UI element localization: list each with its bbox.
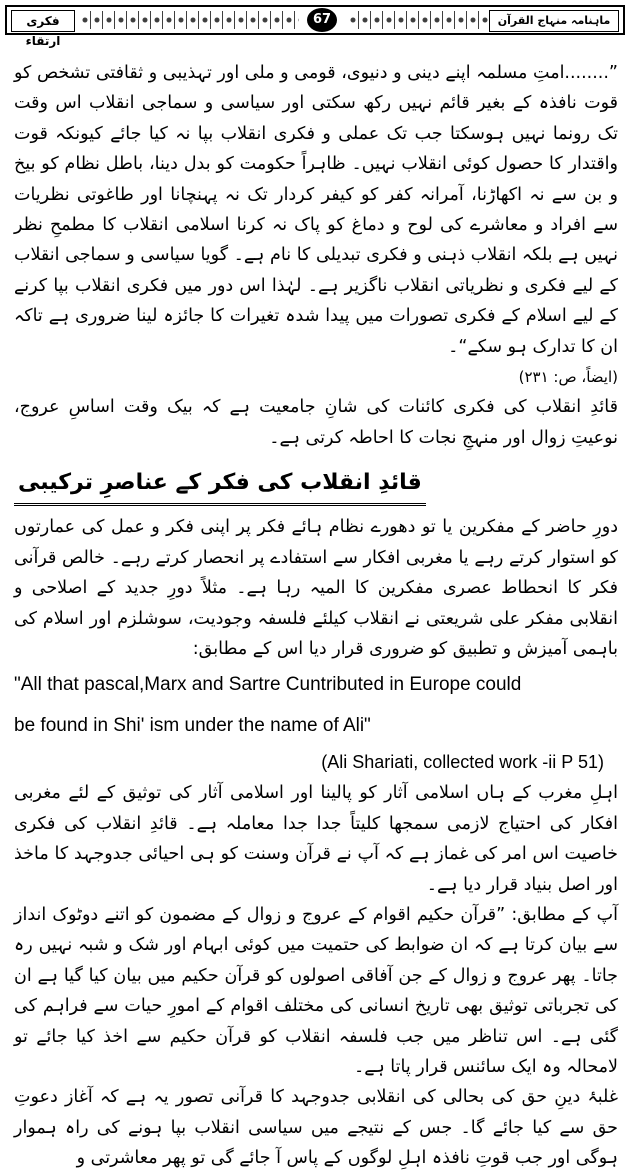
- section-heading: [14, 463, 618, 506]
- reference: (ایضاً، ص: ۲۳۱): [518, 368, 618, 387]
- english-quote-line-2: be found in Shi' ism under the name of Ali": [14, 715, 371, 737]
- paragraph: قائدِ انقلاب کی فکری کائنات کی شانِ جامعیت ہے کہ بیک وقت اساسِ عروج، نوعیتِ زوال اور منہجِ نجات کا احاطہ کرتی ہے۔: [14, 397, 618, 448]
- header-ornament-left: [79, 11, 299, 29]
- article-body: [14, 58, 618, 1174]
- paragraph: غلبۂ دینِ حق کی بحالی کی انقلابی جدوجہد کا قرآنی تصور یہ ہے کہ آغاز دعوتِ حق سے کیا جائے گا۔ جس کے نتیجے میں سیاسی انقلاب بپا ہونے کی راہ ہموار ہوگی اور جب قوتِ نافذہ اہلِ لوگوں کے پاس آ جائے گی تو پھر معاشرتی و: [14, 1087, 618, 1169]
- page-number: 67: [307, 8, 337, 32]
- quote-paragraph: ”........امتِ مسلمہ اپنے دینی و دنیوی، قومی و ملی اور تہذیبی و ثقافتی تشخص کو قوت نافذہ کے بغیر قائم نہیں رکھ سکتی اور سیاسی و سماجی انقلاب اس وقت تک رونما نہیں ہوسکتا جب تک عملی و فکری انقلاب بپا نہ کیا جائے کیونکہ قوت واقتدار کا حصول کوئی انقلاب نہیں۔ ظاہراً حکومت کو بدل دینا، باطل نظام کو بیخ و بن سے نہ اکھاڑنا، آمرانہ کفر کو کیفر کردار تک نہ پہنچانا اور طاغوتی نظریات سے افراد و معاشرے کی لوح و دماغ کو پاک نہ کرنا اسلامی انقلاب کا مطمحِ نظر نہیں ہے بلکہ انقلاب ذہنی و فکری تبدیلی کا نام ہے۔ گویا سیاسی و سماجی انقلاب کے لیے فکری و نظریاتی انقلاب ناگزیر ہے۔ لہٰذا اس دور میں فکری انقلاب بپا کرنے کے لیے اسلام کے فکری تصورات میں پیدا شدہ تغیرات کا جائزہ لینا ضروری ہے تاکہ ان کا تدارک ہو سکے“۔: [14, 63, 618, 357]
- magazine-name: ماہنامہ منہاج القرآن: [489, 10, 619, 32]
- english-quote-line-1: "All that pascal,Marx and Sartre Cuntributed in Europe could: [14, 674, 522, 696]
- paragraph: دورِ حاضر کے مفکرین یا تو دھورے نظام ہائے فکر پر اپنی فکر و عمل کی عمارتوں کو استوار کرتے رہے یا مغربی افکار سے استفادے پر انحصار کرتے رہے۔ خالص قرآنی فکر کا انحطاط عصری مفکرین کا المیہ رہا ہے۔ مثلاً دورِ جدید کے اصلاحی و انقلابی مفکر علی شریعتی نے انقلاب کیلئے فلسفہ وجودیت، سوشلزم اور اسلام کی باہمی آمیزش و تطبیق کو ضروری قرار دیا اس کے مطابق:: [14, 517, 618, 659]
- paragraph: اہلِ مغرب کے ہاں اسلامی آثار کو پالینا اور اسلامی آثار کی توثیق کے لئے مغربی افکار کی احتیاج لازمی سمجھا کلیتاً جدا جدا معاملہ ہے۔ قائدِ انقلاب کی فکری خاصیت اس امر کی غماز ہے کہ آپ نے قرآن وسنت کو ہی احیائی جدوجہد کا ماخذ اور اصل بنیاد قرار دیا ہے۔: [14, 783, 618, 895]
- page-header: [5, 5, 625, 48]
- section-heading-text: قائدِ انقلاب کی فکر کے عناصرِ ترکیبی: [14, 463, 426, 506]
- section-label: فکری ارتقاء: [11, 10, 75, 32]
- paragraph: آپ کے مطابق: ”قرآن حکیم اقوام کے عروج و زوال کے مضمون کو اتنے دوٹوک انداز سے بیان کرتا ہے کہ ان ضوابط کی حتمیت میں کوئی ابہام اور شک و شبہ نہیں رہ جاتا۔ پھر عروج و زوال کے جن آفاقی اصولوں کو قرآن حکیم میں بیان کیا گیا ہے ان کی تجرباتی توثیق بھی تاریخ انسانی کی مختلف اقوام کے امورِ حیات سے فراہم کی گئی ہے۔ اس تناظر میں جب فلسفہ انقلاب کو قرآن حکیم سے اخذ کیا جائے تو لامحالہ وہ ایک سائنس قرار پاتا ہے۔: [14, 904, 618, 1077]
- english-citation: (Ali Shariati, collected work -ii P 51): [321, 752, 604, 773]
- header-ornament-right: [347, 11, 497, 29]
